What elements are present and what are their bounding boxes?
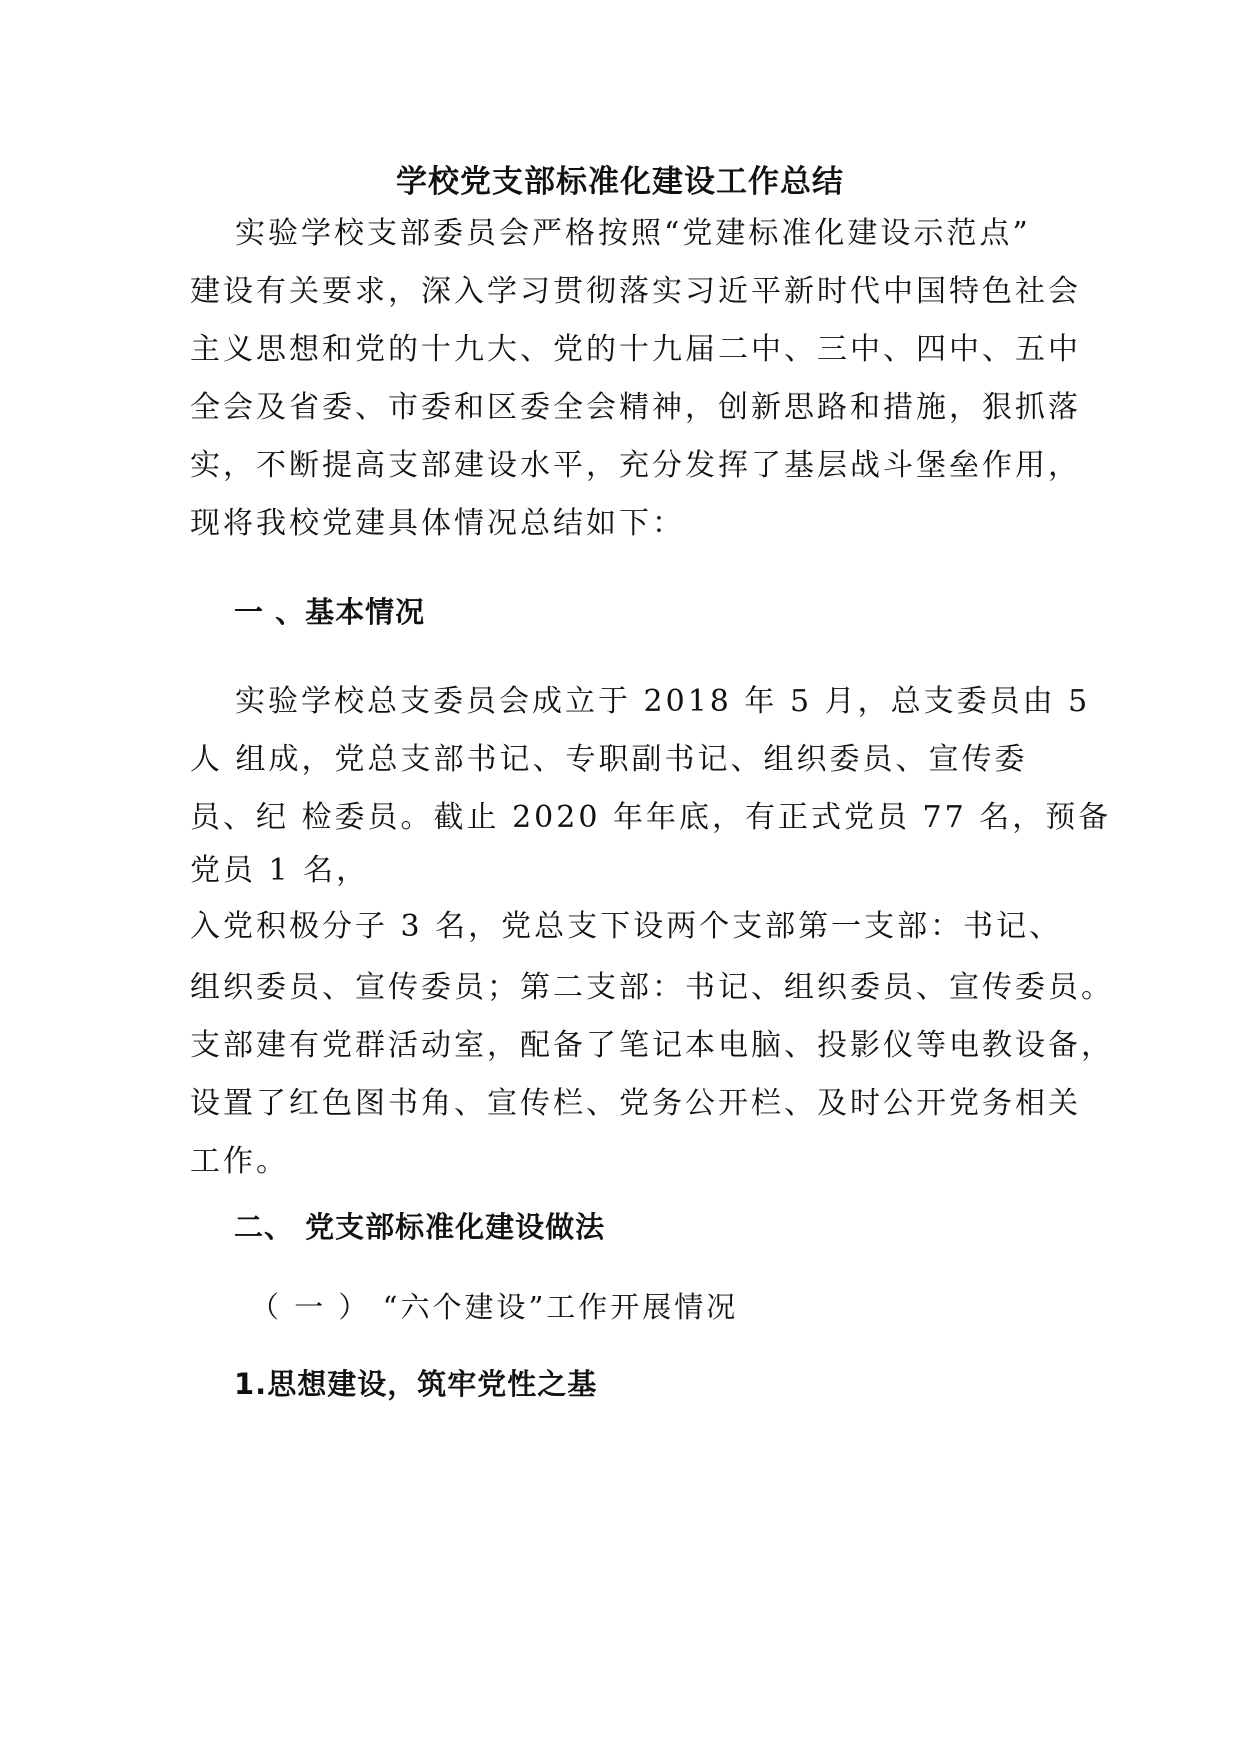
- section1-line: 设置了红色图书角、宣传栏、党务公开栏、及时公开党务相关: [190, 1086, 1081, 1121]
- section1-line: 入党积极分子 3 名，党总支下设两个支部第一支部：书记、: [190, 909, 1063, 944]
- intro-line: 实验学校支部委员会严格按照“党建标准化建设示范点”: [235, 216, 1031, 251]
- intro-line: 全会及省委、市委和区委全会精神，创新思路和措施，狠抓落: [190, 390, 1081, 425]
- section1-line: 工作。: [190, 1144, 289, 1179]
- section1-line: 组织委员、宣传委员；第二支部：书记、组织委员、宣传委员。: [190, 970, 1114, 1005]
- section1-line: 党员 1 名，: [190, 853, 370, 888]
- intro-line: 现将我校党建具体情况总结如下：: [190, 506, 685, 541]
- document-title: 学校党支部标准化建设工作总结: [396, 164, 844, 200]
- section1-line: 支部建有党群活动室，配备了笔记本电脑、投影仪等电教设备，: [190, 1028, 1114, 1063]
- item1-heading: 1.思想建设，筑牢党性之基: [234, 1367, 598, 1401]
- intro-line: 实，不断提高支部建设水平，充分发挥了基层战斗堡垒作用，: [190, 448, 1081, 483]
- section1-heading: 一 、基本情况: [234, 595, 426, 629]
- section1-line: 员、纪 检委员。截止 2020 年年底，有正式党员 77 名，预备: [190, 800, 1112, 835]
- intro-line: 建设有关要求，深入学习贯彻落实习近平新时代中国特色社会: [190, 274, 1081, 309]
- intro-line: 主义思想和党的十九大、党的十九届二中、三中、四中、五中: [190, 332, 1081, 367]
- intro-paragraph: [190, 205, 1081, 553]
- subsection1-heading: （ 一 ） “六个建设”工作开展情况: [250, 1290, 739, 1324]
- section1-line: 人 组成，党总支部书记、专职副书记、组织委员、宣传委: [190, 742, 1028, 777]
- section1-paragraph: [190, 673, 1114, 1191]
- section1-line: 实验学校总支委员会成立于 2018 年 5 月，总支委员由 5: [235, 684, 1091, 719]
- section2-heading: 二、 党支部标准化建设做法: [234, 1210, 606, 1244]
